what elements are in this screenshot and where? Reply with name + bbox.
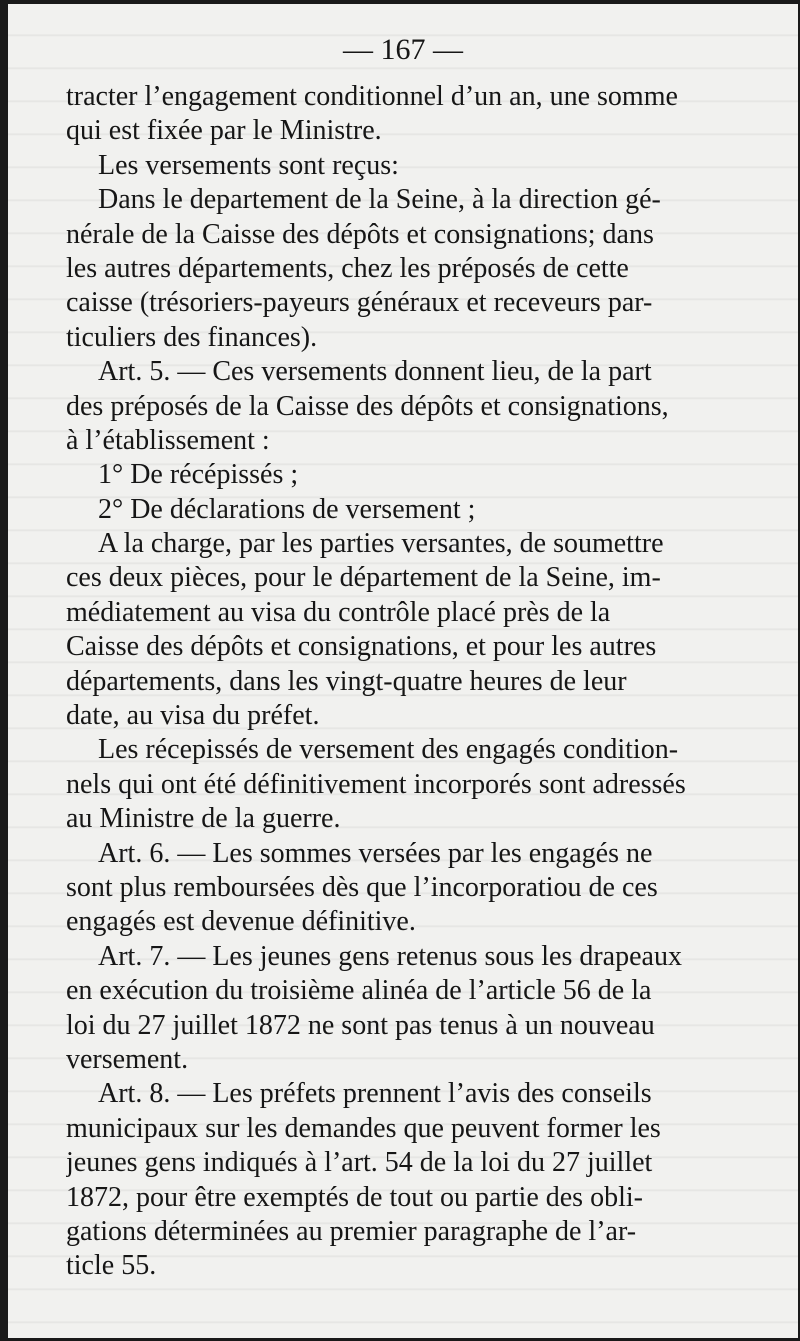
text-line: caisse (trésoriers-payeurs généraux et receveurs par-	[66, 287, 653, 319]
text-line: Les récepissés de versement des engagés condition-	[98, 734, 679, 766]
text-line: ces deux pièces, pour le département de la Seine, im-	[66, 562, 661, 594]
text-line: date, au visa du préfet.	[66, 700, 320, 732]
text-line: Dans le departement de la Seine, à la direction gé-	[98, 184, 661, 216]
text-line: les autres départements, chez les préposés de cette	[66, 252, 629, 284]
text-line: jeunes gens indiqués à l’art. 54 de la loi du 27 juillet	[66, 1147, 653, 1179]
text-line: départements, dans les vingt-quatre heures de leur	[66, 665, 627, 697]
book-page	[8, 4, 798, 1338]
text-line: Art. 8. — Les préfets prennent l’avis des conseils	[98, 1078, 652, 1110]
text-line: versement.	[66, 1043, 189, 1075]
body-text	[66, 80, 754, 1284]
text-line: engagés est devenue définitive.	[66, 906, 416, 938]
text-line: municipaux sur les demandes que peuvent former les	[66, 1112, 661, 1144]
text-line: en exécution du troisième alinéa de l’article 56 de la	[66, 975, 652, 1007]
text-line: Caisse des dépôts et consignations, et pour les autres	[66, 631, 657, 663]
text-line: au Ministre de la guerre.	[66, 803, 341, 835]
text-line: 1872, pour être exemptés de tout ou partie des obli-	[66, 1181, 643, 1213]
text-line: sont plus remboursées dès que l’incorporatiou de ces	[66, 871, 658, 903]
text-line: à l’établissement :	[66, 424, 270, 456]
text-line: Art. 5. — Ces versements donnent lieu, de la part	[98, 356, 652, 388]
text-line: tracter l’engagement conditionnel d’un an, une somme	[66, 81, 678, 112]
text-line: nérale de la Caisse des dépôts et consignations; dans	[66, 218, 654, 250]
text-line: ticle 55.	[66, 1250, 157, 1282]
text-line: ticuliers des finances).	[66, 321, 318, 353]
text-line: gations déterminées au premier paragraphe de l’ar-	[66, 1215, 637, 1247]
text-line: loi du 27 juillet 1872 ne sont pas tenus à un nouveau	[66, 1009, 655, 1041]
text-line: Art. 7. — Les jeunes gens retenus sous les drapeaux	[98, 940, 682, 972]
text-line: médiatement au visa du contrôle placé près de la	[66, 596, 611, 628]
text-line: Les versements sont reçus:	[98, 149, 399, 181]
text-line: nels qui ont été définitivement incorporés sont adressés	[66, 768, 686, 800]
text-line: 1° De récépissés ;	[98, 459, 299, 491]
text-line: 2° De déclarations de versement ;	[98, 493, 476, 525]
text-line: A la charge, par les parties versantes, de soumettre	[98, 528, 664, 560]
text-line: Art. 6. — Les sommes versées par les engagés ne	[98, 837, 653, 869]
text-line: des préposés de la Caisse des dépôts et consignations,	[66, 390, 669, 422]
page-number: — 167 —	[343, 33, 463, 66]
text-line: qui est fixée par le Ministre.	[66, 115, 382, 147]
